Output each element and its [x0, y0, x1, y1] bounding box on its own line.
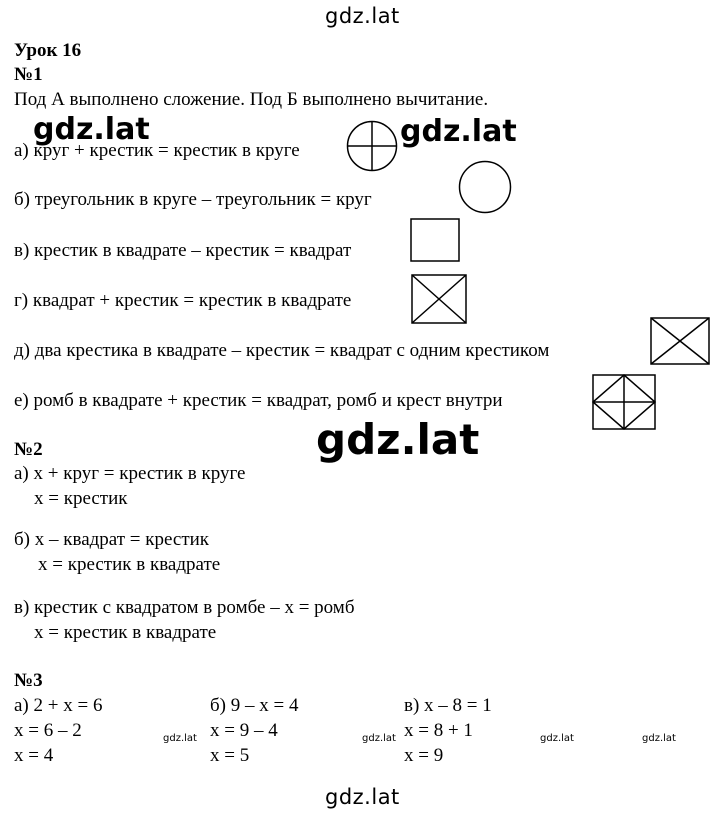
task2-c-equation: в) крестик с квадратом в ромбе – x = ромб	[14, 597, 355, 618]
task3-c-line3: x = 9	[404, 745, 444, 766]
watermark-small-2: gdz.lat	[362, 733, 396, 744]
task3-b-line2: x = 9 – 4	[210, 720, 278, 741]
task1-intro: Под А выполнено сложение. Под Б выполнено вычитание.	[14, 89, 489, 110]
task1-item-a: а) круг + крестик = крестик в круге	[14, 140, 300, 161]
task1-item-v: в) крестик в квадрате – крестик = квадрат	[14, 240, 352, 261]
watermark-small-1: gdz.lat	[163, 733, 197, 744]
watermark-top: gdz.lat	[325, 4, 400, 28]
task3-a-line3: x = 4	[14, 745, 54, 766]
watermark-right: gdz.lat	[400, 114, 517, 149]
task2-b-answer: x = крестик в квадрате	[38, 554, 221, 575]
task3-b-line1: б) 9 – x = 4	[210, 695, 299, 716]
task2-b-equation: б) x – квадрат = крестик	[14, 529, 210, 550]
task1-item-g: г) квадрат + крестик = крестик в квадрате	[14, 290, 352, 311]
watermark-left: gdz.lat	[33, 112, 150, 147]
task2-c-answer: x = крестик в квадрате	[34, 622, 217, 643]
task1-number: №1	[14, 64, 43, 85]
square-icon	[410, 218, 460, 262]
task3-number: №3	[14, 670, 43, 691]
circle-icon	[458, 160, 512, 214]
square-with-diamond-icon	[592, 374, 656, 430]
task3-b-line3: x = 5	[210, 745, 250, 766]
task2-a-answer: x = крестик	[34, 488, 128, 509]
square-with-x-icon	[411, 274, 467, 324]
watermark-small-3: gdz.lat	[540, 733, 574, 744]
task3-c-line2: x = 8 + 1	[404, 720, 473, 741]
task2-number: №2	[14, 439, 43, 460]
task3-a-line2: x = 6 – 2	[14, 720, 82, 741]
task3-c-line1: в) x – 8 = 1	[404, 695, 492, 716]
circle-with-cross-icon	[346, 120, 398, 172]
task2-a-equation: а) x + круг = крестик в круге	[14, 463, 246, 484]
task3-a-line1: а) 2 + x = 6	[14, 695, 103, 716]
lesson-title: Урок 16	[14, 40, 82, 61]
square-with-x-icon-2	[650, 317, 710, 365]
watermark-center: gdz.lat	[316, 415, 480, 464]
watermark-small-4: gdz.lat	[642, 733, 676, 744]
task1-item-b: б) треугольник в круге – треугольник = круг	[14, 189, 372, 210]
watermark-bottom: gdz.lat	[325, 785, 400, 809]
task1-item-e: е) ромб в квадрате + крестик = квадрат, ромб и крест внутри	[14, 390, 503, 411]
task1-item-d: д) два крестика в квадрате – крестик = квадрат с одним крестиком	[14, 340, 550, 361]
